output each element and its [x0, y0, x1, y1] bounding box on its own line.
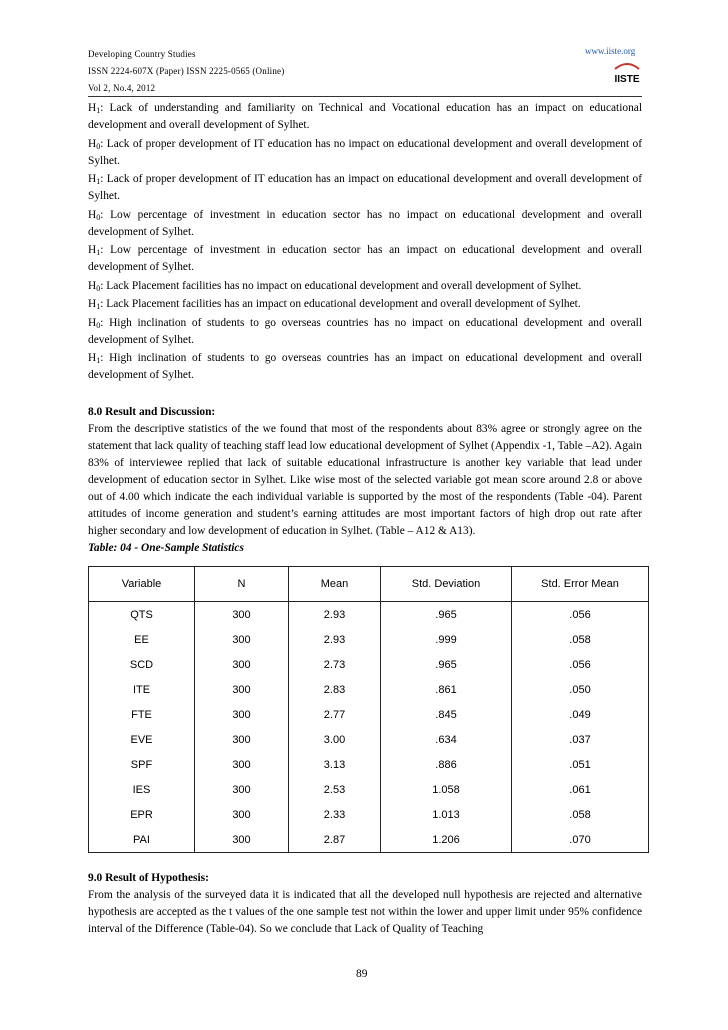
table-cell: SCD [89, 652, 195, 677]
hypothesis-item [88, 278, 642, 295]
hypothesis-item [88, 350, 642, 384]
hypothesis-symbol: H [88, 244, 97, 256]
table-row [89, 602, 649, 628]
table-row [89, 627, 649, 652]
table-cell: 1.013 [381, 802, 512, 827]
table-cell: 300 [195, 702, 289, 727]
hypothesis-item [88, 315, 642, 349]
hypothesis-text: : Lack Placement facilities has an impact on educational development and overall development of Sylhet. [100, 298, 581, 310]
table-cell: .999 [381, 627, 512, 652]
table-cell: 3.13 [289, 752, 381, 777]
table-row [89, 702, 649, 727]
table-cell: .050 [512, 677, 649, 702]
hypothesis-subscript: 0 [96, 212, 101, 222]
hypothesis-symbol: H [88, 208, 97, 221]
table-row [89, 827, 649, 853]
table-cell: 1.058 [381, 777, 512, 802]
hypothesis-symbol: H [88, 316, 97, 329]
table-cell: 2.83 [289, 677, 381, 702]
hypothesis-symbol: H [88, 173, 97, 185]
table-cell: PAI [89, 827, 195, 853]
table-cell: 300 [195, 627, 289, 652]
journal-name: Developing Country Studies [88, 49, 196, 59]
table-cell: 300 [195, 777, 289, 802]
table-row [89, 802, 649, 827]
journal-issn: ISSN 2224-607X (Paper) ISSN 2225-0565 (Online) [88, 66, 285, 76]
iiste-logo [611, 60, 643, 86]
section-8-body: From the descriptive statistics of the we found that most of the respondents about 83% agree or strongly agree on the statement that lack quality of teaching staff lead low educational development of Sylhet (Appendix -1, Table –A2). Again 83% of interviewee replied that lack of suitable educational infrastructure is another key variable that lead under development of education sector in Sylhet. Like wise most of the selected variable got mean score around 2.8 or above out of 4.00 which indicate the each individual variable is supported by the most of the respondents (Table -04). Parent attitudes of income generation and student’s earning attitudes are most important factors of high drop out rate after higher secondary and low development of education in Sylhet. (Table – A12 & A13). [88, 422, 642, 537]
table-cell: 2.87 [289, 827, 381, 853]
table-cell: 300 [195, 602, 289, 628]
journal-url[interactable]: www.iiste.org [585, 46, 636, 56]
table-cell: 300 [195, 727, 289, 752]
table-cell: 300 [195, 827, 289, 853]
table-caption: Table: 04 - One-Sample Statistics [88, 541, 244, 554]
hypothesis-text: : Low percentage of investment in education sector has an impact on educational development and overall development of Sylhet. [88, 244, 642, 273]
table-cell: FTE [89, 702, 195, 727]
table-cell: 2.33 [289, 802, 381, 827]
header-rule [88, 96, 642, 97]
hypothesis-list [88, 100, 642, 384]
table-header-row [89, 567, 649, 602]
one-sample-statistics-table [88, 566, 649, 853]
table-cell: EE [89, 627, 195, 652]
hypothesis-symbol: H [88, 137, 97, 150]
table-cell: .058 [512, 627, 649, 652]
table-cell: 2.77 [289, 702, 381, 727]
table-body [89, 602, 649, 853]
hypothesis-text: : Lack Placement facilities has no impact on educational development and overall development of Sylhet. [100, 279, 582, 292]
col-header-variable: Variable [89, 567, 195, 602]
col-header-std-error-mean: Std. Error Mean [512, 567, 649, 602]
logo-text: IISTE [614, 74, 640, 85]
table-cell: .965 [381, 602, 512, 628]
table-cell: 2.73 [289, 652, 381, 677]
table-cell: .965 [381, 652, 512, 677]
table-cell: .861 [381, 677, 512, 702]
col-header-mean: Mean [289, 567, 381, 602]
table-row [89, 652, 649, 677]
table-cell: .056 [512, 652, 649, 677]
table-cell: 3.00 [289, 727, 381, 752]
hypothesis-text: : Lack of proper development of IT education has an impact on educational development and overall development of Sylhet. [88, 173, 642, 202]
hypothesis-subscript: 1 [96, 177, 101, 186]
hypothesis-subscript: 1 [96, 356, 101, 365]
hypothesis-text: : Lack of understanding and familiarity on Technical and Vocational education has an impact on educational development and overall development of Sylhet. [88, 102, 642, 131]
table-cell: .886 [381, 752, 512, 777]
hypothesis-subscript: 0 [96, 320, 101, 330]
hypothesis-item [88, 136, 642, 170]
table-cell: SPF [89, 752, 195, 777]
table-cell: EPR [89, 802, 195, 827]
section-9-heading: 9.0 Result of Hypothesis: [88, 872, 209, 884]
table-cell: 1.206 [381, 827, 512, 853]
hypothesis-subscript: 1 [96, 106, 101, 115]
hypothesis-item [88, 242, 642, 276]
journal-header [88, 46, 284, 97]
hypothesis-text: : High inclination of students to go overseas countries has an impact on educational development and overall development of Sylhet. [88, 352, 642, 381]
table-cell: 300 [195, 652, 289, 677]
hypothesis-symbol: H [88, 102, 97, 114]
hypothesis-item [88, 171, 642, 205]
table-cell: .634 [381, 727, 512, 752]
hypothesis-text: : Low percentage of investment in education sector has no impact on educational development and overall development of Sylhet. [88, 208, 642, 238]
hypothesis-subscript: 1 [96, 302, 101, 311]
table-cell: 2.93 [289, 627, 381, 652]
hypothesis-subscript: 1 [96, 248, 101, 257]
table-row [89, 777, 649, 802]
table-row [89, 677, 649, 702]
page-number: 89 [356, 968, 368, 980]
table-cell: .037 [512, 727, 649, 752]
table-cell: ITE [89, 677, 195, 702]
hypothesis-text: : Lack of proper development of IT education has no impact on educational development and overall development of Sylhet. [88, 137, 642, 167]
journal-volume: Vol 2, No.4, 2012 [88, 83, 156, 93]
hypothesis-item [88, 296, 642, 313]
table-cell: .049 [512, 702, 649, 727]
table-cell: IES [89, 777, 195, 802]
hypothesis-subscript: 0 [96, 283, 101, 293]
table-row [89, 727, 649, 752]
table-cell: QTS [89, 602, 195, 628]
main-content [88, 100, 642, 557]
section-9-body: From the analysis of the surveyed data it is indicated that all the developed null hypothesis are rejected and alternative hypothesis are accepted as the t values of the one sample test not within the lower and upper limit under 95% confidence interval of the Difference (Table-04). So we conclude that Lack of Quality of Teaching [88, 889, 642, 935]
table-cell: .845 [381, 702, 512, 727]
table-cell: .056 [512, 602, 649, 628]
hypothesis-symbol: H [88, 298, 97, 310]
table-row [89, 752, 649, 777]
table-cell: .058 [512, 802, 649, 827]
table-cell: 300 [195, 752, 289, 777]
table-cell: EVE [89, 727, 195, 752]
hypothesis-item [88, 207, 642, 241]
col-header-std-deviation: Std. Deviation [381, 567, 512, 602]
hypothesis-text: : High inclination of students to go overseas countries has no impact on educational development and overall development of Sylhet. [88, 316, 642, 346]
table-cell: .070 [512, 827, 649, 853]
table-cell: .051 [512, 752, 649, 777]
hypothesis-subscript: 0 [96, 141, 101, 151]
table-cell: 2.93 [289, 602, 381, 628]
hypothesis-symbol: H [88, 279, 97, 292]
table-cell: 300 [195, 677, 289, 702]
section-9 [88, 870, 642, 938]
col-header-n: N [195, 567, 289, 602]
table-cell: .061 [512, 777, 649, 802]
hypothesis-symbol: H [88, 352, 97, 364]
hypothesis-item [88, 100, 642, 134]
table-cell: 300 [195, 802, 289, 827]
table-cell: 2.53 [289, 777, 381, 802]
section-8-heading: 8.0 Result and Discussion: [88, 405, 216, 418]
